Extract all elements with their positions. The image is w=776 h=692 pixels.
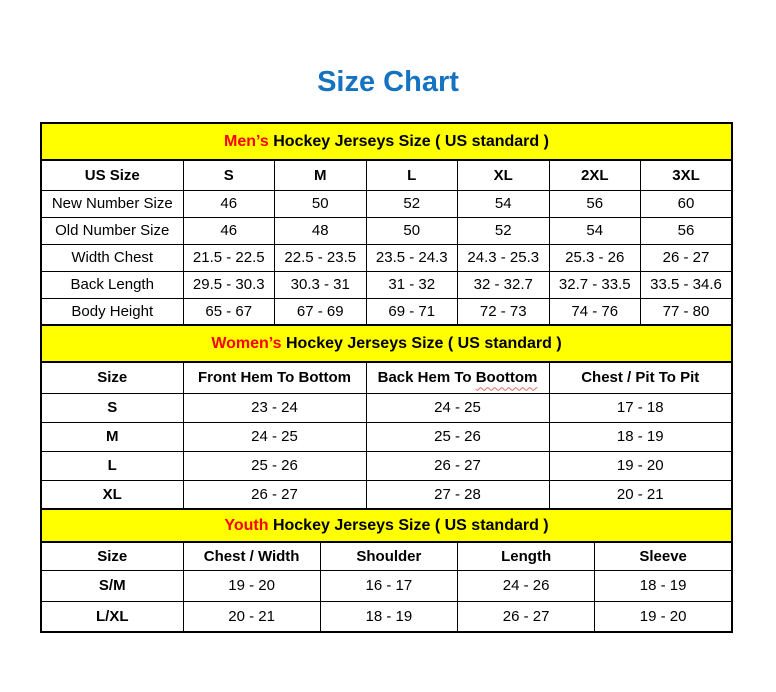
mens-header-us-size: US Size	[41, 160, 183, 190]
youth-header-sleeve: Sleeve	[595, 542, 732, 570]
data-cell: 33.5 - 34.6	[641, 271, 733, 298]
data-cell: 48	[275, 217, 367, 244]
data-cell: 69 - 71	[366, 298, 458, 325]
data-cell: 52	[366, 190, 458, 217]
data-cell: 17 - 18	[549, 393, 732, 422]
data-cell: 24.3 - 25.3	[458, 244, 550, 271]
data-cell: 25 - 26	[183, 451, 366, 480]
row-label: Old Number Size	[41, 217, 183, 244]
data-cell: 19 - 20	[549, 451, 732, 480]
youth-banner	[41, 509, 732, 542]
data-cell: 26 - 27	[458, 601, 595, 632]
row-label: S	[41, 393, 183, 422]
data-cell: 65 - 67	[183, 298, 275, 325]
womens-banner	[41, 325, 732, 362]
data-cell: 32.7 - 33.5	[549, 271, 641, 298]
youth-row-sm	[41, 570, 732, 601]
youth-row-lxl	[41, 601, 732, 632]
data-cell: 54	[458, 190, 550, 217]
womens-header-row	[41, 362, 732, 393]
data-cell: 24 - 25	[366, 393, 549, 422]
data-cell: 60	[641, 190, 733, 217]
womens-banner-row	[41, 325, 732, 362]
row-label: L	[41, 451, 183, 480]
data-cell: 19 - 20	[595, 601, 732, 632]
data-cell: 19 - 20	[183, 570, 320, 601]
data-cell: 74 - 76	[549, 298, 641, 325]
row-label: New Number Size	[41, 190, 183, 217]
data-cell: 52	[458, 217, 550, 244]
womens-banner-text: Hockey Jerseys Size ( US standard )	[286, 334, 562, 352]
mens-header-xl: XL	[458, 160, 550, 190]
data-cell: 20 - 21	[183, 601, 320, 632]
data-cell: 54	[549, 217, 641, 244]
data-cell: 23.5 - 24.3	[366, 244, 458, 271]
data-cell: 25 - 26	[366, 422, 549, 451]
data-cell: 26 - 27	[183, 480, 366, 509]
womens-header-back-hem	[366, 362, 549, 393]
data-cell: 77 - 80	[641, 298, 733, 325]
data-cell: 67 - 69	[275, 298, 367, 325]
data-cell: 24 - 26	[458, 570, 595, 601]
data-cell: 31 - 32	[366, 271, 458, 298]
mens-header-row	[41, 160, 732, 190]
row-label: XL	[41, 480, 183, 509]
mens-row-back-length	[41, 271, 732, 298]
data-cell: 29.5 - 30.3	[183, 271, 275, 298]
youth-banner-row	[41, 509, 732, 542]
data-cell: 24 - 25	[183, 422, 366, 451]
data-cell: 50	[275, 190, 367, 217]
row-label: Back Length	[41, 271, 183, 298]
data-cell: 21.5 - 22.5	[183, 244, 275, 271]
row-label: L/XL	[41, 601, 183, 632]
data-cell: 46	[183, 217, 275, 244]
data-cell: 32 - 32.7	[458, 271, 550, 298]
data-cell: 56	[641, 217, 733, 244]
mens-header-s: S	[183, 160, 275, 190]
womens-row-xl	[41, 480, 732, 509]
womens-row-l	[41, 451, 732, 480]
womens-banner-highlight: Women’s	[211, 334, 282, 352]
data-cell: 72 - 73	[458, 298, 550, 325]
data-cell: 22.5 - 23.5	[275, 244, 367, 271]
youth-header-shoulder: Shoulder	[320, 542, 457, 570]
data-cell: 27 - 28	[366, 480, 549, 509]
row-label: S/M	[41, 570, 183, 601]
row-label: M	[41, 422, 183, 451]
data-cell: 50	[366, 217, 458, 244]
data-cell: 23 - 24	[183, 393, 366, 422]
mens-row-width-chest	[41, 244, 732, 271]
mens-row-body-height	[41, 298, 732, 325]
data-cell: 18 - 19	[320, 601, 457, 632]
youth-header-row	[41, 542, 732, 570]
youth-header-chest-width: Chest / Width	[183, 542, 320, 570]
mens-banner-highlight: Men’s	[224, 132, 269, 150]
mens-header-2xl: 2XL	[549, 160, 641, 190]
mens-banner-row	[41, 123, 732, 160]
data-cell: 16 - 17	[320, 570, 457, 601]
data-cell: 18 - 19	[595, 570, 732, 601]
mens-header-3xl: 3XL	[641, 160, 733, 190]
mens-row-new-number-size	[41, 190, 732, 217]
womens-header-size: Size	[41, 362, 183, 393]
youth-header-size: Size	[41, 542, 183, 570]
womens-row-m	[41, 422, 732, 451]
womens-row-s	[41, 393, 732, 422]
data-cell: 20 - 21	[549, 480, 732, 509]
size-chart-table	[40, 122, 733, 633]
mens-banner	[41, 123, 732, 160]
data-cell: 18 - 19	[549, 422, 732, 451]
womens-header-chest: Chest / Pit To Pit	[549, 362, 732, 393]
data-cell: 26 - 27	[641, 244, 733, 271]
youth-header-length: Length	[458, 542, 595, 570]
mens-row-old-number-size	[41, 217, 732, 244]
row-label: Width Chest	[41, 244, 183, 271]
data-cell: 26 - 27	[366, 451, 549, 480]
data-cell: 30.3 - 31	[275, 271, 367, 298]
womens-header-front-hem: Front Hem To Bottom	[183, 362, 366, 393]
youth-banner-text: Hockey Jerseys Size ( US standard )	[272, 516, 549, 534]
mens-header-m: M	[275, 160, 367, 190]
data-cell: 56	[549, 190, 641, 217]
womens-header-back-hem-prefix: Back Hem To	[377, 369, 472, 387]
womens-header-back-hem-misspelled-word: Boottom	[475, 369, 538, 387]
page-title: Size Chart	[317, 66, 459, 98]
mens-banner-text: Hockey Jerseys Size ( US standard )	[273, 132, 549, 150]
data-cell: 46	[183, 190, 275, 217]
data-cell: 25.3 - 26	[549, 244, 641, 271]
youth-banner-highlight: Youth	[224, 516, 269, 534]
row-label: Body Height	[41, 298, 183, 325]
mens-header-l: L	[366, 160, 458, 190]
